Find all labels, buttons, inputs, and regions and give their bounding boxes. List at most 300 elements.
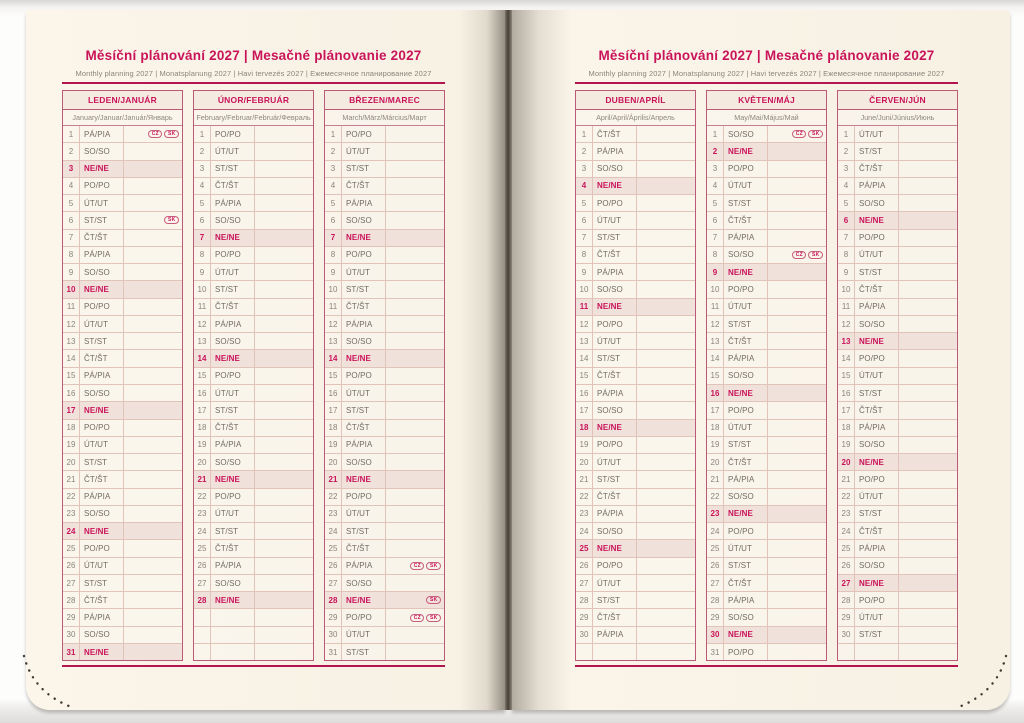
month-name: ÚNOR/FEBRUÁR [194, 91, 313, 110]
day-row [707, 558, 826, 575]
notes-area [255, 333, 313, 349]
day-weekday-label: ČT/ŠT [724, 454, 768, 470]
notes-area [637, 281, 695, 297]
day-weekday-label: PÁ/PIA [724, 471, 768, 487]
notes-area [768, 212, 826, 228]
day-row [707, 247, 826, 264]
notes-area [124, 644, 182, 660]
day-row [325, 644, 444, 660]
day-weekday-label: ČT/ŠT [593, 489, 637, 505]
day-weekday-label: SO/SO [342, 333, 386, 349]
notes-area [255, 230, 313, 246]
day-number: 13 [576, 333, 593, 349]
day-number: 5 [63, 195, 80, 211]
day-number: 9 [63, 264, 80, 280]
day-number: 15 [325, 368, 342, 384]
notes-area [768, 350, 826, 366]
notes-area [899, 178, 957, 194]
day-number: 11 [576, 299, 593, 315]
notes-area [124, 609, 182, 625]
day-number: 12 [576, 316, 593, 332]
day-row [325, 230, 444, 247]
day-weekday-label: ČT/ŠT [80, 230, 124, 246]
day-number: 5 [707, 195, 724, 211]
notes-area [255, 385, 313, 401]
notes-area [386, 281, 444, 297]
notes-area [899, 230, 957, 246]
day-weekday-label: PÁ/PIA [724, 592, 768, 608]
day-weekday-label: ČT/ŠT [593, 247, 637, 263]
day-weekday-label: NE/NE [855, 333, 899, 349]
day-number: 24 [63, 523, 80, 539]
day-weekday-label: ST/ST [855, 264, 899, 280]
day-number: 1 [325, 126, 342, 142]
day-weekday-label: ČT/ŠT [211, 540, 255, 556]
day-number: 15 [63, 368, 80, 384]
day-weekday-label: ČT/ŠT [855, 523, 899, 539]
day-number: 13 [194, 333, 211, 349]
notes-area [637, 178, 695, 194]
day-row [576, 454, 695, 471]
day-weekday-label: ČT/ŠT [342, 420, 386, 436]
day-number: 11 [194, 299, 211, 315]
notes-area [124, 178, 182, 194]
day-row [838, 627, 957, 644]
day-number: 26 [707, 558, 724, 574]
day-row [63, 126, 182, 143]
day-row [707, 575, 826, 592]
day-number: 8 [325, 247, 342, 263]
month-subtitle: June/Juni/Június/Июнь [838, 110, 957, 126]
holiday-badge-sk: SK [164, 216, 179, 224]
day-row [194, 281, 313, 298]
notes-area [124, 247, 182, 263]
holiday-badge-sk: SK [808, 130, 823, 138]
day-weekday-label: PO/PO [724, 281, 768, 297]
day-row [194, 264, 313, 281]
notes-area [124, 385, 182, 401]
day-number: 1 [194, 126, 211, 142]
notes-area [255, 350, 313, 366]
months-row-left [62, 90, 445, 661]
day-number: 24 [576, 523, 593, 539]
day-number: 16 [194, 385, 211, 401]
notes-area [637, 230, 695, 246]
day-weekday-label: SO/SO [724, 368, 768, 384]
notes-area [255, 247, 313, 263]
notes-area [255, 316, 313, 332]
day-number: 21 [576, 471, 593, 487]
notes-area [899, 489, 957, 505]
notes-area [255, 575, 313, 591]
day-number: 17 [838, 402, 855, 418]
day-number: 5 [325, 195, 342, 211]
month-rows [325, 126, 444, 660]
day-number: 2 [194, 143, 211, 159]
day-weekday-label: PÁ/PIA [855, 299, 899, 315]
notes-area [255, 506, 313, 522]
day-weekday-label: NE/NE [80, 161, 124, 177]
day-row [838, 316, 957, 333]
day-number: 20 [194, 454, 211, 470]
notes-area [768, 523, 826, 539]
day-row [194, 316, 313, 333]
day-row [707, 281, 826, 298]
day-row [838, 143, 957, 160]
notes-area [637, 558, 695, 574]
day-row [325, 454, 444, 471]
day-row [707, 420, 826, 437]
day-number: 26 [838, 558, 855, 574]
notes-area [124, 368, 182, 384]
day-row [576, 575, 695, 592]
day-weekday-label: PO/PO [211, 489, 255, 505]
day-weekday-label: ÚT/UT [342, 506, 386, 522]
notes-area [899, 161, 957, 177]
day-row [194, 558, 313, 575]
day-number: 21 [838, 471, 855, 487]
day-row [194, 523, 313, 540]
day-number: 19 [63, 437, 80, 453]
day-row [707, 592, 826, 609]
notes-area [768, 178, 826, 194]
day-weekday-label [211, 644, 255, 660]
day-row [325, 592, 444, 609]
notes-area [637, 402, 695, 418]
day-weekday-label: SO/SO [593, 523, 637, 539]
day-weekday-label: ČT/ŠT [80, 592, 124, 608]
day-row [194, 627, 313, 644]
day-row [576, 402, 695, 419]
day-number: 23 [576, 506, 593, 522]
day-weekday-label: PO/PO [342, 368, 386, 384]
day-number: 24 [707, 523, 724, 539]
day-row [325, 299, 444, 316]
day-number: 20 [707, 454, 724, 470]
day-number: 14 [325, 350, 342, 366]
day-row [63, 368, 182, 385]
day-number: 4 [325, 178, 342, 194]
day-row [325, 609, 444, 626]
day-number: 9 [194, 264, 211, 280]
notes-area [899, 126, 957, 142]
notes-area [899, 540, 957, 556]
day-number: 29 [576, 609, 593, 625]
day-number: 22 [325, 489, 342, 505]
day-number: 11 [63, 299, 80, 315]
day-row [63, 178, 182, 195]
day-number: 19 [838, 437, 855, 453]
day-number: 28 [63, 592, 80, 608]
day-number: 3 [325, 161, 342, 177]
holiday-badge-cz: CZ [148, 130, 162, 138]
day-weekday-label: NE/NE [855, 575, 899, 591]
day-weekday-label: ÚT/UT [80, 558, 124, 574]
day-weekday-label: NE/NE [342, 592, 386, 608]
day-number: 3 [838, 161, 855, 177]
day-row [707, 333, 826, 350]
day-row [707, 627, 826, 644]
day-row [576, 558, 695, 575]
day-row [194, 212, 313, 229]
notes-area [768, 195, 826, 211]
notes-area [899, 212, 957, 228]
day-weekday-label: ST/ST [80, 212, 124, 228]
day-number: 21 [325, 471, 342, 487]
day-number: 25 [194, 540, 211, 556]
day-weekday-label: PÁ/PIA [855, 178, 899, 194]
day-row [838, 281, 957, 298]
day-number: 16 [838, 385, 855, 401]
day-number: 16 [707, 385, 724, 401]
day-weekday-label: SO/SO [855, 195, 899, 211]
day-number: 22 [63, 489, 80, 505]
day-weekday-label: ÚT/UT [80, 437, 124, 453]
day-row [63, 437, 182, 454]
day-row [838, 161, 957, 178]
notes-area [768, 264, 826, 280]
day-row [194, 489, 313, 506]
notes-area [124, 161, 182, 177]
day-number: 26 [576, 558, 593, 574]
day-row [325, 558, 444, 575]
day-row [838, 644, 957, 660]
day-weekday-label: SO/SO [724, 247, 768, 263]
day-weekday-label: PÁ/PIA [342, 195, 386, 211]
day-weekday-label: ST/ST [855, 627, 899, 643]
notes-area [124, 350, 182, 366]
day-weekday-label: NE/NE [342, 471, 386, 487]
day-row [325, 281, 444, 298]
notes-area [386, 264, 444, 280]
day-row [576, 368, 695, 385]
day-weekday-label: PO/PO [724, 402, 768, 418]
day-row [838, 437, 957, 454]
day-number: 30 [63, 627, 80, 643]
day-row [325, 437, 444, 454]
notes-area [899, 299, 957, 315]
day-row [194, 333, 313, 350]
day-weekday-label: PÁ/PIA [80, 247, 124, 263]
day-weekday-label: PO/PO [855, 350, 899, 366]
day-number: 6 [707, 212, 724, 228]
day-number: 11 [838, 299, 855, 315]
day-weekday-label: NE/NE [724, 506, 768, 522]
day-row [325, 178, 444, 195]
day-weekday-label: ÚT/UT [342, 143, 386, 159]
day-number: 7 [194, 230, 211, 246]
day-row [63, 230, 182, 247]
day-weekday-label: ÚT/UT [593, 212, 637, 228]
day-row [707, 212, 826, 229]
notes-area [637, 333, 695, 349]
day-number: 26 [325, 558, 342, 574]
day-number: 14 [838, 350, 855, 366]
notes-area [255, 592, 313, 608]
day-row [325, 575, 444, 592]
notes-area [637, 489, 695, 505]
day-number: 28 [576, 592, 593, 608]
notes-area [386, 368, 444, 384]
day-row [325, 247, 444, 264]
day-weekday-label: NE/NE [593, 420, 637, 436]
notes-area [637, 368, 695, 384]
day-row [707, 609, 826, 626]
day-number: 16 [63, 385, 80, 401]
day-row [576, 609, 695, 626]
page-left [26, 10, 505, 710]
day-weekday-label: NE/NE [593, 540, 637, 556]
day-row [63, 558, 182, 575]
day-row [707, 161, 826, 178]
notes-area [386, 489, 444, 505]
notes-area [124, 523, 182, 539]
day-weekday-label: NE/NE [342, 230, 386, 246]
day-row [838, 471, 957, 488]
day-number: 5 [838, 195, 855, 211]
day-weekday-label: ÚT/UT [855, 368, 899, 384]
notes-area [386, 161, 444, 177]
notes-area [899, 644, 957, 660]
notes-area [386, 575, 444, 591]
day-weekday-label: SO/SO [855, 316, 899, 332]
notes-area [637, 126, 695, 142]
day-weekday-label: NE/NE [724, 627, 768, 643]
day-number: 31 [707, 644, 724, 660]
notes-area [899, 281, 957, 297]
day-row [194, 454, 313, 471]
day-row [194, 195, 313, 212]
notes-area [768, 143, 826, 159]
day-weekday-label: PÁ/PIA [342, 316, 386, 332]
notes-area [899, 143, 957, 159]
day-weekday-label: SO/SO [80, 143, 124, 159]
day-weekday-label: PÁ/PIA [593, 264, 637, 280]
day-number: 3 [707, 161, 724, 177]
day-number: 21 [63, 471, 80, 487]
day-row [63, 333, 182, 350]
day-weekday-label: PÁ/PIA [593, 627, 637, 643]
day-weekday-label: NE/NE [724, 385, 768, 401]
day-row [194, 609, 313, 626]
month-name: DUBEN/APRÍL [576, 91, 695, 110]
notes-area [768, 558, 826, 574]
day-number: 23 [325, 506, 342, 522]
notes-area [386, 644, 444, 660]
day-number: 26 [194, 558, 211, 574]
day-row [194, 644, 313, 660]
day-weekday-label: ÚT/UT [80, 195, 124, 211]
day-number: 17 [194, 402, 211, 418]
day-row [63, 385, 182, 402]
day-weekday-label: ST/ST [855, 385, 899, 401]
day-row [325, 333, 444, 350]
day-number: 25 [325, 540, 342, 556]
day-weekday-label: SO/SO [593, 161, 637, 177]
day-number [194, 644, 211, 660]
day-number: 27 [707, 575, 724, 591]
day-number: 17 [576, 402, 593, 418]
notes-area [255, 402, 313, 418]
day-row [576, 385, 695, 402]
notes-area [637, 575, 695, 591]
notes-area [768, 333, 826, 349]
notes-area [386, 195, 444, 211]
notes-area [386, 230, 444, 246]
notes-area [899, 575, 957, 591]
day-number: 3 [194, 161, 211, 177]
day-weekday-label: PO/PO [80, 420, 124, 436]
notes-area [386, 299, 444, 315]
day-weekday-label: ÚT/UT [593, 575, 637, 591]
notes-area [386, 350, 444, 366]
day-weekday-label [855, 644, 899, 660]
day-row [838, 126, 957, 143]
day-weekday-label: ÚT/UT [80, 316, 124, 332]
day-weekday-label: ST/ST [593, 350, 637, 366]
day-number: 17 [325, 402, 342, 418]
day-row [63, 195, 182, 212]
day-number: 28 [194, 592, 211, 608]
notes-area [255, 558, 313, 574]
day-weekday-label: SO/SO [342, 575, 386, 591]
notes-area [637, 247, 695, 263]
day-row [838, 420, 957, 437]
notes-area [899, 402, 957, 418]
notes-area [386, 402, 444, 418]
notes-area [386, 471, 444, 487]
notes-area [255, 437, 313, 453]
notes-area [637, 627, 695, 643]
notes-area [768, 437, 826, 453]
day-weekday-label: ÚT/UT [211, 385, 255, 401]
day-row [63, 454, 182, 471]
day-number: 22 [707, 489, 724, 505]
notes-area [386, 143, 444, 159]
day-number: 29 [325, 609, 342, 625]
holiday-badge-cz: CZ [792, 251, 806, 259]
day-row [707, 264, 826, 281]
page-subtitle: Monthly planning 2027 | Monatsplanung 2027 | Havi tervezés 2027 | Ежемесячное планирование 2027 [588, 69, 945, 78]
day-weekday-label: ČT/ŠT [593, 126, 637, 142]
notes-area [386, 316, 444, 332]
day-row [325, 506, 444, 523]
day-row [707, 402, 826, 419]
day-number: 12 [838, 316, 855, 332]
day-row [707, 126, 826, 143]
day-weekday-label: NE/NE [80, 281, 124, 297]
month-table-january [62, 90, 183, 661]
day-weekday-label: ST/ST [855, 143, 899, 159]
day-row [838, 506, 957, 523]
day-number: 23 [194, 506, 211, 522]
day-weekday-label: ÚT/UT [724, 420, 768, 436]
day-row [707, 350, 826, 367]
notes-area [124, 506, 182, 522]
day-row [838, 454, 957, 471]
notes-area [255, 299, 313, 315]
day-number: 23 [707, 506, 724, 522]
notes-area [124, 195, 182, 211]
day-weekday-label: NE/NE [211, 471, 255, 487]
day-weekday-label [593, 644, 637, 660]
day-number: 25 [63, 540, 80, 556]
day-weekday-label: ST/ST [211, 523, 255, 539]
day-number: 9 [838, 264, 855, 280]
day-row [325, 489, 444, 506]
notes-area [899, 368, 957, 384]
day-number: 23 [838, 506, 855, 522]
